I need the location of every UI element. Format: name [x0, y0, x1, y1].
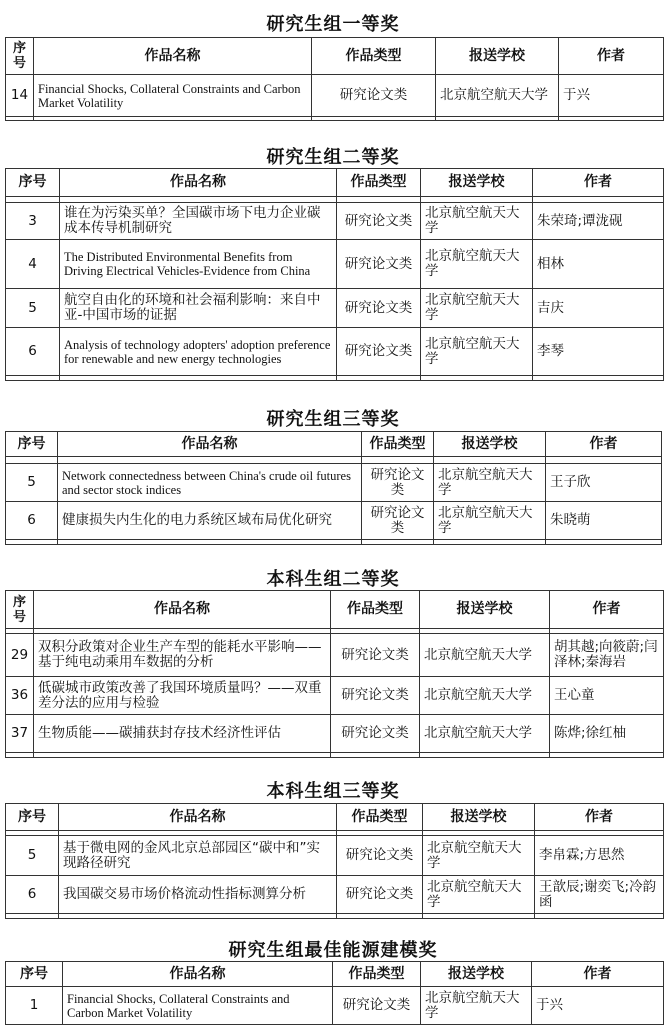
cell-type: 研究论文类 [337, 328, 421, 376]
award-table [5, 961, 664, 1025]
header-type: 作品类型 [333, 962, 421, 987]
cell-type: 研究论文类 [362, 464, 434, 502]
header-author: 作者 [559, 38, 664, 75]
table-row-cut [6, 914, 664, 919]
header-type: 作品类型 [337, 169, 421, 197]
section-title: 本科生组二等奖 [266, 569, 400, 590]
header-name: 作品名称 [58, 432, 362, 457]
cell-type: 研究论文类 [362, 502, 434, 540]
cell-no: 3 [6, 203, 60, 240]
cell-no: 6 [6, 876, 59, 914]
header-author: 作者 [550, 591, 664, 629]
cell-school: 北京航空航天大学 [434, 502, 546, 540]
cell-author: 于兴 [559, 75, 664, 117]
cell-school: 北京航空航天大学 [420, 677, 550, 715]
table-row [6, 75, 664, 117]
header-name: 作品名称 [63, 962, 333, 987]
table-row [6, 203, 664, 240]
header-school: 报送学校 [421, 962, 532, 987]
header-name: 作品名称 [59, 804, 337, 831]
section-title: 本科生组三等奖 [266, 781, 400, 802]
cell-author: 王歆辰;谢奕飞;冷韵函 [535, 876, 664, 914]
table-row [6, 464, 662, 502]
cell-no: 1 [6, 987, 63, 1025]
table-row [6, 289, 664, 328]
section-title: 研究生组二等奖 [266, 147, 400, 168]
section-title: 研究生组一等奖 [266, 14, 400, 35]
cell-author: 于兴 [532, 987, 664, 1025]
header-no: 序号 [6, 962, 63, 987]
header-name: 作品名称 [34, 591, 331, 629]
table-row [6, 328, 664, 376]
cell-author: 王子欣 [546, 464, 662, 502]
cell-type: 研究论文类 [333, 987, 421, 1025]
cell-school: 北京航空航天大学 [436, 75, 559, 117]
table-row [6, 502, 662, 540]
table-header-row [6, 169, 664, 197]
cell-name: Network connectedness between China's crude oil futures and sector stock indices [58, 464, 362, 502]
table-row-cut [6, 540, 662, 545]
cell-name: 我国碳交易市场价格流动性指标测算分析 [59, 876, 337, 914]
cell-author: 朱荣琦;谭泷砚 [533, 203, 664, 240]
cell-no: 4 [6, 240, 60, 289]
cell-school: 北京航空航天大学 [423, 876, 535, 914]
cell-no: 6 [6, 328, 60, 376]
cell-name: 基于微电网的金风北京总部园区“碳中和”实现路径研究 [59, 836, 337, 876]
table-header-row [6, 804, 664, 831]
header-school: 报送学校 [420, 591, 550, 629]
cell-school: 北京航空航天大学 [421, 289, 533, 328]
award-table [5, 168, 664, 381]
award-table [5, 803, 664, 919]
header-school: 报送学校 [421, 169, 533, 197]
cell-no: 14 [6, 75, 34, 117]
header-no: 序号 [6, 591, 34, 629]
header-author: 作者 [535, 804, 664, 831]
cell-no: 29 [6, 634, 34, 677]
cell-no: 5 [6, 836, 59, 876]
cell-name: 谁在为污染买单？全国碳市场下电力企业碳成本传导机制研究 [60, 203, 337, 240]
cell-school: 北京航空航天大学 [421, 987, 532, 1025]
cell-name: 航空自由化的环境和社会福利影响：来自中亚-中国市场的证据 [60, 289, 337, 328]
header-no: 序号 [6, 169, 60, 197]
table-row [6, 677, 664, 715]
cell-type: 研究论文类 [312, 75, 436, 117]
cell-author: 陈烨;徐红柚 [550, 715, 664, 753]
table-header-row [6, 432, 662, 457]
table-row [6, 876, 664, 914]
table-row-cut [6, 117, 664, 121]
cell-type: 研究论文类 [337, 289, 421, 328]
cell-no: 6 [6, 502, 58, 540]
award-table [5, 37, 664, 121]
header-no: 序号 [6, 38, 34, 75]
cell-school: 北京航空航天大学 [421, 203, 533, 240]
cell-type: 研究论文类 [331, 715, 420, 753]
cell-no: 37 [6, 715, 34, 753]
cell-type: 研究论文类 [337, 203, 421, 240]
header-type: 作品类型 [331, 591, 420, 629]
table-row-cut [6, 376, 664, 381]
header-no: 序号 [6, 432, 58, 457]
cell-school: 北京航空航天大学 [421, 240, 533, 289]
section-title: 研究生组三等奖 [266, 409, 400, 430]
cell-author: 相林 [533, 240, 664, 289]
cell-school: 北京航空航天大学 [423, 836, 535, 876]
table-header-row [6, 591, 664, 629]
award-table [5, 431, 662, 545]
header-school: 报送学校 [434, 432, 546, 457]
header-school: 报送学校 [436, 38, 559, 75]
header-author: 作者 [533, 169, 664, 197]
table-row [6, 634, 664, 677]
cell-name: 双积分政策对企业生产车型的能耗水平影响——基于纯电动乘用车数据的分析 [34, 634, 331, 677]
cell-type: 研究论文类 [337, 240, 421, 289]
cell-type: 研究论文类 [331, 634, 420, 677]
cell-school: 北京航空航天大学 [421, 328, 533, 376]
table-row-cut [6, 457, 662, 464]
cell-school: 北京航空航天大学 [434, 464, 546, 502]
cell-author: 吉庆 [533, 289, 664, 328]
header-author: 作者 [546, 432, 662, 457]
table-row [6, 836, 664, 876]
cell-school: 北京航空航天大学 [420, 634, 550, 677]
cell-author: 朱晓萌 [546, 502, 662, 540]
cell-author: 王心童 [550, 677, 664, 715]
award-table [5, 590, 664, 758]
cell-name: Financial Shocks, Collateral Constraints and Carbon Market Volatility [34, 75, 312, 117]
cell-type: 研究论文类 [337, 836, 423, 876]
cell-no: 5 [6, 464, 58, 502]
header-type: 作品类型 [312, 38, 436, 75]
cell-type: 研究论文类 [331, 677, 420, 715]
header-name: 作品名称 [60, 169, 337, 197]
cell-author: 李琴 [533, 328, 664, 376]
header-type: 作品类型 [337, 804, 423, 831]
section-title: 研究生组最佳能源建模奖 [228, 940, 438, 961]
table-header-row [6, 962, 664, 987]
cell-no: 36 [6, 677, 34, 715]
cell-type: 研究论文类 [337, 876, 423, 914]
cell-name: 低碳城市政策改善了我国环境质量吗？——双重差分法的应用与检验 [34, 677, 331, 715]
cell-author: 李帛霖;方思然 [535, 836, 664, 876]
table-row [6, 987, 664, 1025]
header-author: 作者 [532, 962, 664, 987]
header-name: 作品名称 [34, 38, 312, 75]
cell-author: 胡其越;向筱蔚;闫泽林;秦海岩 [550, 634, 664, 677]
table-row-cut [6, 753, 664, 758]
cell-school: 北京航空航天大学 [420, 715, 550, 753]
cell-name: The Distributed Environmental Benefits from Driving Electrical Vehicles-Evidence from China [60, 240, 337, 289]
table-row [6, 240, 664, 289]
header-no: 序号 [6, 804, 59, 831]
header-school: 报送学校 [423, 804, 535, 831]
cell-name: Financial Shocks, Collateral Constraints and Carbon Market Volatility [63, 987, 333, 1025]
header-type: 作品类型 [362, 432, 434, 457]
cell-name: Analysis of technology adopters' adoption preference for renewable and new energy technologies [60, 328, 337, 376]
cell-no: 5 [6, 289, 60, 328]
table-row [6, 715, 664, 753]
cell-name: 健康损失内生化的电力系统区域布局优化研究 [58, 502, 362, 540]
cell-name: 生物质能——碳捕获封存技术经济性评估 [34, 715, 331, 753]
table-header-row [6, 38, 664, 75]
